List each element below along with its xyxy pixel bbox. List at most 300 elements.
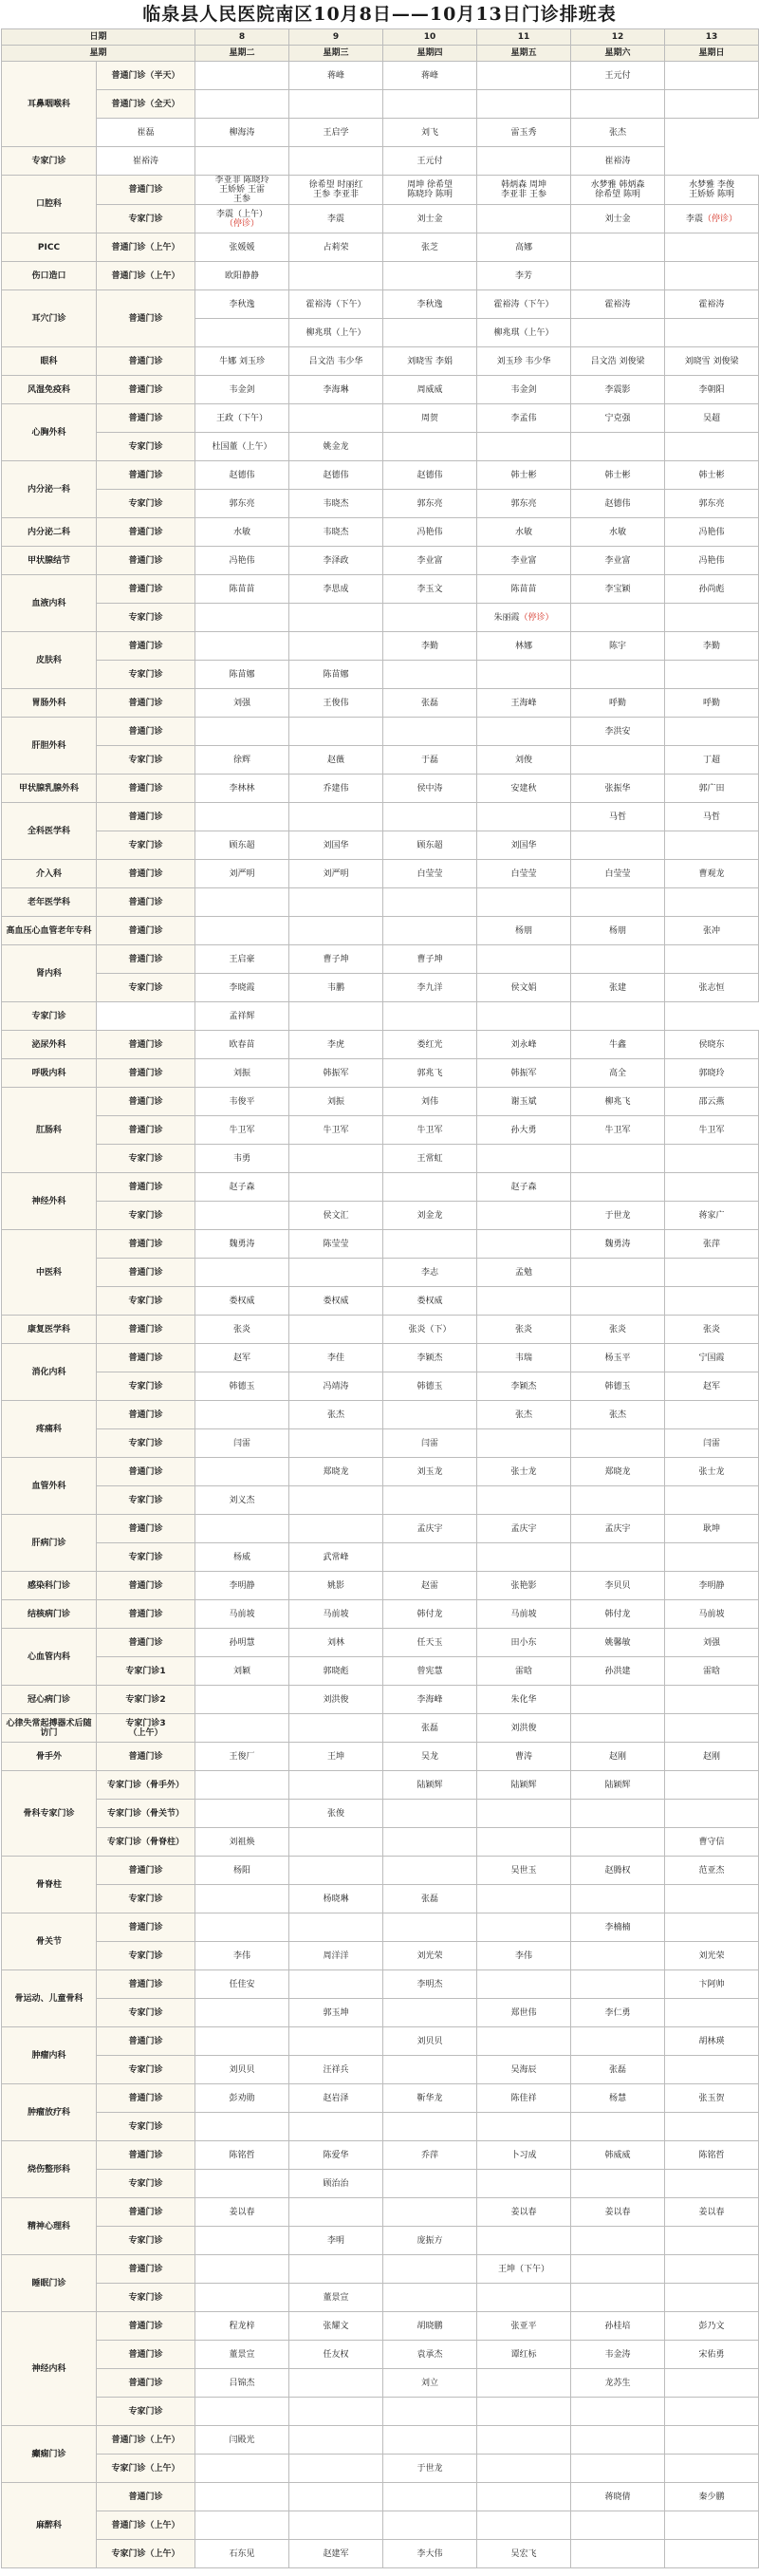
cell-line: 牛卫军	[417, 1125, 443, 1135]
clinic-type-cell	[97, 376, 195, 404]
doctor-cell	[383, 1145, 477, 1173]
cell-line: 刘光荣	[417, 1951, 443, 1961]
cell-line: 陆颖辉	[417, 1780, 443, 1790]
doctor-cell	[195, 2511, 289, 2540]
cell-line: 普通门诊	[128, 698, 163, 708]
schedule-row	[2, 1600, 759, 1629]
doctor-cell	[571, 2540, 665, 2568]
doctor-cell	[289, 1743, 383, 1771]
cell-line: 刘玉珍 韦少华	[496, 356, 551, 366]
clinic-type-cell	[97, 974, 195, 1002]
clinic-type-cell	[97, 2255, 195, 2284]
cell-line: 普通门诊	[128, 1324, 163, 1335]
cell-line: 泌尿外科	[31, 1039, 66, 1050]
doctor-cell	[477, 1173, 571, 1202]
doctor-cell	[571, 974, 665, 1002]
doctor-cell	[289, 90, 383, 119]
cell-line: 白莹莹	[417, 868, 443, 879]
doctor-cell	[665, 831, 759, 860]
cell-line: 刘永峰	[510, 1039, 537, 1050]
cell-line: 普通门诊	[128, 413, 163, 423]
cell-line: 张炎	[703, 1324, 721, 1335]
cell-line: 石东见	[229, 2548, 255, 2559]
cell-line: 刘义杰	[229, 1495, 255, 1505]
cell-line: 刘士金	[604, 214, 631, 224]
cell-line: 普通门诊	[128, 2036, 163, 2046]
cell-line: 李秋逸	[229, 299, 255, 309]
doctor-cell	[289, 205, 383, 233]
cell-line: 普通门诊	[128, 555, 163, 566]
doctor-cell	[195, 461, 289, 490]
schedule-row	[2, 1629, 759, 1657]
cell-line: 姚金龙	[323, 441, 349, 452]
schedule-row	[2, 1572, 759, 1600]
cell-line: 中医科	[35, 1267, 62, 1278]
clinic-type-cell	[97, 2398, 195, 2426]
doctor-cell	[289, 404, 383, 433]
clinic-type-cell	[97, 205, 195, 233]
doctor-cell	[195, 262, 289, 290]
doctor-cell	[665, 1771, 759, 1800]
doctor-cell	[477, 1942, 571, 1970]
doctor-cell	[383, 1828, 477, 1857]
cell-line: 普通门诊	[128, 1865, 163, 1876]
doctor-cell	[477, 1686, 571, 1714]
doctor-cell	[477, 1999, 571, 2027]
cell-line: 孙大勇	[510, 1125, 537, 1135]
cell-line: 赵薇	[327, 755, 345, 765]
cell-line: 姚馨敏	[604, 1637, 631, 1648]
cell-line: 普通门诊	[128, 313, 163, 324]
doctor-cell	[665, 2341, 759, 2369]
cell-line: 陆颖辉	[510, 1780, 537, 1790]
cell-line: 董景宣	[323, 2292, 349, 2303]
doctor-cell	[383, 1372, 477, 1401]
date-cell: 12	[571, 29, 665, 46]
cell-line: 程龙梓	[229, 2321, 255, 2331]
doctor-cell	[571, 2227, 665, 2255]
cell-line: 李亚非 王参	[501, 190, 546, 199]
doctor-cell	[571, 2426, 665, 2455]
cell-line: 柳海涛	[229, 127, 255, 138]
cell-line: 冯艳伟	[698, 555, 725, 566]
doctor-cell	[571, 718, 665, 746]
doctor-cell	[195, 1031, 289, 1059]
doctor-cell	[571, 547, 665, 575]
cell-line: 普通门诊	[128, 185, 163, 195]
doctor-cell	[665, 1600, 759, 1629]
clinic-type-cell	[97, 2198, 195, 2227]
cell-line: 李业富	[604, 555, 631, 566]
cell-line: 李林林	[229, 783, 255, 793]
cell-line: 呼勤	[609, 698, 627, 708]
cell-line: 专家门诊	[128, 1438, 163, 1448]
cell-line: 普通门诊	[128, 641, 163, 651]
cell-line: 专家门诊	[128, 612, 163, 623]
cell-line: 蒋家广	[698, 1210, 725, 1221]
date-cell: 10	[383, 29, 477, 46]
doctor-cell	[571, 860, 665, 888]
doctor-cell	[571, 803, 665, 831]
doctor-cell	[477, 1344, 571, 1372]
cell-line: 赵德伟	[323, 470, 349, 480]
clinic-type-cell	[97, 888, 195, 917]
doctor-cell	[477, 2027, 571, 2056]
schedule-row	[2, 1686, 759, 1714]
schedule-row	[2, 2483, 759, 2511]
doctor-cell	[383, 718, 477, 746]
schedule-row	[2, 119, 759, 147]
doctor-cell	[477, 119, 571, 147]
doctor-cell	[665, 404, 759, 433]
cell-line: 李明静	[698, 1580, 725, 1591]
cell-line: 蒋峰	[327, 70, 345, 81]
doctor-cell	[477, 1059, 571, 1088]
doctor-cell	[383, 2084, 477, 2113]
cell-line: 郭晓玲	[698, 1068, 725, 1078]
cell-line: 李颖杰	[417, 1353, 443, 1363]
doctor-cell	[665, 2455, 759, 2483]
cell-line: 顾东超	[417, 840, 443, 850]
cell-line: 李颖杰	[510, 1381, 537, 1391]
doctor-cell	[665, 2426, 759, 2455]
doctor-cell	[383, 2113, 477, 2141]
clinic-type-cell	[97, 262, 195, 290]
cell-line: 张耀文	[323, 2321, 349, 2331]
cell-line: 血液内科	[31, 598, 66, 608]
cell-line: 普通门诊	[128, 897, 163, 907]
clinic-type-cell	[97, 575, 195, 604]
cell-line: 专家门诊	[128, 1381, 163, 1391]
doctor-cell	[289, 604, 383, 632]
doctor-cell	[195, 1543, 289, 1572]
doctor-cell	[665, 1743, 759, 1771]
doctor-cell	[383, 1714, 477, 1743]
doctor-cell	[571, 62, 665, 90]
doctor-cell	[383, 290, 477, 319]
doctor-cell	[665, 1259, 759, 1287]
cell-line: 王启学	[323, 127, 349, 138]
doctor-cell	[195, 689, 289, 718]
cell-line: 闫雷	[421, 1438, 439, 1448]
cell-line: 吴世玉	[510, 1865, 537, 1876]
cell-line: 普通门诊（全天）	[111, 99, 180, 109]
doctor-cell	[477, 90, 571, 119]
doctor-cell	[195, 775, 289, 803]
department-cell	[2, 176, 97, 233]
doctor-cell	[289, 718, 383, 746]
cell-line: 赵刚	[609, 1751, 627, 1762]
cell-line: 陆颖辉	[604, 1780, 631, 1790]
doctor-cell	[665, 718, 759, 746]
schedule-row	[2, 518, 759, 547]
cell-line: 吴宏飞	[510, 2548, 537, 2559]
schedule-row	[2, 1857, 759, 1885]
doctor-cell	[289, 1913, 383, 1942]
clinic-type-cell	[97, 1970, 195, 1999]
cell-line: 张玉贺	[698, 2093, 725, 2103]
doctor-cell	[383, 262, 477, 290]
cell-line: 侯晓东	[698, 1039, 725, 1050]
doctor-cell	[477, 775, 571, 803]
cell-line: 于世龙	[417, 2463, 443, 2473]
doctor-cell	[571, 1173, 665, 1202]
schedule-row	[2, 1259, 759, 1287]
cell-line: 周坤 徐希望	[407, 180, 453, 190]
cell-line: 韦俊平	[229, 1096, 255, 1107]
doctor-cell	[477, 1743, 571, 1771]
cell-line: 骨运动、儿童骨科	[14, 1993, 83, 2004]
cell-line: 王娇娇 陈明	[689, 190, 734, 199]
cell-line: 李明杰	[417, 1979, 443, 1989]
cell-line: 普通门诊	[128, 1068, 163, 1078]
schedule-row	[2, 2284, 759, 2312]
schedule-row	[2, 205, 759, 233]
cell-line: 刘立	[421, 2378, 439, 2388]
doctor-cell	[383, 1230, 477, 1259]
cell-line: 骨科专家门诊	[23, 1808, 75, 1819]
doctor-cell	[289, 1771, 383, 1800]
doctor-cell	[195, 718, 289, 746]
cell-line: 普通门诊（上午）	[111, 271, 180, 281]
doctor-cell	[383, 1316, 477, 1344]
doctor-cell	[571, 2141, 665, 2170]
cell-line: 李业富	[510, 555, 537, 566]
doctor-cell	[477, 1202, 571, 1230]
cell-line: 骨手外	[35, 1751, 62, 1762]
doctor-cell	[665, 604, 759, 632]
doctor-cell	[383, 376, 477, 404]
doctor-cell	[571, 1970, 665, 1999]
doctor-cell	[665, 518, 759, 547]
department-cell	[2, 775, 97, 803]
cell-line: 杨晓琳	[323, 1894, 349, 1904]
doctor-cell	[289, 746, 383, 775]
doctor-cell	[477, 632, 571, 661]
cell-line: 韩振军	[323, 1068, 349, 1078]
cell-line: 娄权威	[229, 1296, 255, 1306]
cell-line: 乔萍	[421, 2150, 439, 2160]
doctor-cell	[571, 376, 665, 404]
cell-line: 徐希望 陈明	[595, 190, 640, 199]
doctor-cell	[383, 1173, 477, 1202]
clinic-type-cell	[97, 1771, 195, 1800]
cell-line: 侯中涛	[417, 783, 443, 793]
department-cell	[2, 376, 97, 404]
clinic-type-cell	[97, 2227, 195, 2255]
suspended-note: （停诊）	[703, 214, 738, 224]
doctor-cell	[665, 2284, 759, 2312]
cell-line: 赵腾权	[604, 1865, 631, 1876]
doctor-cell	[383, 490, 477, 518]
doctor-cell	[477, 1429, 571, 1458]
schedule-row	[2, 2455, 759, 2483]
doctor-cell	[571, 1031, 665, 1059]
doctor-cell	[477, 1828, 571, 1857]
clinic-type-cell	[97, 1145, 195, 1173]
cell-line: 陈苗娜	[229, 669, 255, 680]
doctor-cell	[195, 888, 289, 917]
doctor-cell	[195, 974, 289, 1002]
doctor-cell	[289, 1828, 383, 1857]
schedule-row	[2, 2426, 759, 2455]
cell-line: 张磊	[421, 1894, 439, 1904]
doctor-cell	[195, 518, 289, 547]
doctor-cell	[665, 547, 759, 575]
doctor-cell	[289, 1800, 383, 1828]
cell-line: 刘国华	[323, 840, 349, 850]
doctor-cell	[571, 2027, 665, 2056]
doctor-cell	[289, 1287, 383, 1316]
doctor-cell	[195, 1230, 289, 1259]
cell-line: 普通门诊	[128, 2349, 163, 2360]
cell-line: 郭东亮	[229, 498, 255, 509]
weekday-cell: 星期六	[571, 46, 665, 62]
doctor-cell	[477, 2341, 571, 2369]
page-title: 临泉县人民医院南区10月8日——10月13日门诊排班表	[142, 4, 617, 25]
doctor-cell	[383, 1657, 477, 1686]
cell-line: 普通门诊	[128, 1523, 163, 1534]
doctor-cell	[383, 746, 477, 775]
doctor-cell	[665, 1686, 759, 1714]
cell-line: 刘振	[327, 1096, 345, 1107]
schedule-row	[2, 1743, 759, 1771]
cell-line: 顾东超	[229, 840, 255, 850]
cell-line: 张炎（下）	[408, 1324, 452, 1335]
cell-line: 韩炳森 周坤	[501, 180, 546, 190]
department-cell	[2, 1600, 97, 1629]
cell-line: 甲状腺乳腺外科	[18, 783, 79, 793]
clinic-type-cell	[97, 90, 195, 119]
doctor-cell	[665, 2312, 759, 2341]
cell-line: 韩士彬	[604, 470, 631, 480]
doctor-cell	[477, 1287, 571, 1316]
doctor-cell	[195, 1002, 289, 1031]
doctor-cell	[289, 461, 383, 490]
doctor-cell	[195, 2170, 289, 2198]
date-cell: 13	[665, 29, 759, 46]
doctor-cell	[383, 1999, 477, 2027]
department-cell	[2, 888, 97, 917]
doctor-cell	[383, 1458, 477, 1486]
schedule-row	[2, 2056, 759, 2084]
clinic-type-cell	[97, 1600, 195, 1629]
cell-line: 李佳	[327, 1353, 345, 1363]
doctor-cell	[477, 461, 571, 490]
doctor-cell	[477, 746, 571, 775]
doctor-cell	[571, 1657, 665, 1686]
cell-line: 专家门诊	[128, 2235, 163, 2246]
doctor-cell	[571, 1202, 665, 1230]
cell-line: 张冲	[703, 925, 721, 936]
department-cell	[2, 1059, 97, 1088]
cell-line: 闫殿光	[229, 2435, 255, 2445]
doctor-cell	[477, 1372, 571, 1401]
cell-line: 韩士彬	[510, 470, 537, 480]
doctor-cell	[665, 2113, 759, 2141]
doctor-cell	[383, 2369, 477, 2398]
doctor-cell	[477, 1771, 571, 1800]
doctor-cell	[383, 233, 477, 262]
cell-line: 吴超	[703, 413, 721, 423]
cell-line: 韦晓杰	[323, 527, 349, 537]
cell-line: 陈莹莹	[323, 1239, 349, 1249]
cell-line: 伤口造口	[31, 271, 66, 281]
doctor-cell	[383, 1031, 477, 1059]
doctor-cell	[571, 746, 665, 775]
doctor-cell	[195, 2483, 289, 2511]
doctor-cell	[195, 2255, 289, 2284]
doctor-cell	[383, 2483, 477, 2511]
schedule-row	[2, 974, 759, 1002]
cell-line: 韦金剑	[510, 384, 537, 395]
clinic-type-cell	[97, 233, 195, 262]
doctor-cell	[195, 945, 289, 974]
schedule-row	[2, 2312, 759, 2341]
doctor-cell	[665, 2398, 759, 2426]
cell-line: 马前坡	[229, 1609, 255, 1619]
doctor-cell	[383, 1287, 477, 1316]
doctor-cell	[571, 176, 665, 205]
doctor-cell	[477, 1116, 571, 1145]
doctor-cell	[665, 62, 759, 90]
cell-line: 专家门诊（骨关节）	[107, 1808, 185, 1819]
clinic-type-cell	[97, 1088, 195, 1116]
cell-line: 骨关节	[35, 1936, 62, 1947]
doctor-cell	[665, 1629, 759, 1657]
doctor-cell	[477, 2141, 571, 2170]
doctor-cell	[195, 1259, 289, 1287]
cell-line: 武常峰	[323, 1552, 349, 1562]
doctor-text: 李震	[686, 214, 704, 224]
cell-line: 曹涛	[515, 1751, 533, 1762]
clinic-type-cell	[97, 1999, 195, 2027]
doctor-cell	[383, 1743, 477, 1771]
doctor-cell	[477, 2255, 571, 2284]
cell-line: 魏勇涛	[604, 1239, 631, 1249]
schedule-row	[2, 2227, 759, 2255]
clinic-type-cell	[97, 2369, 195, 2398]
cell-line: 王启豪	[229, 954, 255, 964]
schedule-row	[2, 2113, 759, 2141]
doctor-cell	[571, 1857, 665, 1885]
doctor-cell	[665, 1145, 759, 1173]
cell-line: 烧伤整形科	[27, 2164, 70, 2175]
doctor-cell	[195, 1572, 289, 1600]
cell-line: 杨威	[233, 1552, 251, 1562]
schedule-row	[2, 1344, 759, 1372]
cell-line: 胡晓鹏	[417, 2321, 443, 2331]
cell-line: 普通门诊	[128, 1409, 163, 1420]
doctor-cell	[665, 205, 759, 233]
cell-line: 普通门诊	[128, 1125, 163, 1135]
doctor-cell	[571, 1145, 665, 1173]
clinic-type-cell	[97, 176, 195, 205]
cell-line: 普通门诊（上午）	[111, 242, 180, 252]
clinic-type-cell	[97, 2540, 195, 2568]
cell-line: 崔裕涛	[604, 156, 631, 166]
doctor-cell	[383, 2255, 477, 2284]
department-cell	[2, 1031, 97, 1059]
clinic-type-cell	[97, 1230, 195, 1259]
doctor-cell	[665, 2084, 759, 2113]
doctor-cell	[195, 1999, 289, 2027]
cell-line: 普通门诊	[128, 2321, 163, 2331]
cell-line: 水敏	[233, 527, 251, 537]
doctor-cell	[195, 632, 289, 661]
doctor-cell	[477, 2227, 571, 2255]
cell-line: 杜国董（上午）	[212, 441, 272, 452]
